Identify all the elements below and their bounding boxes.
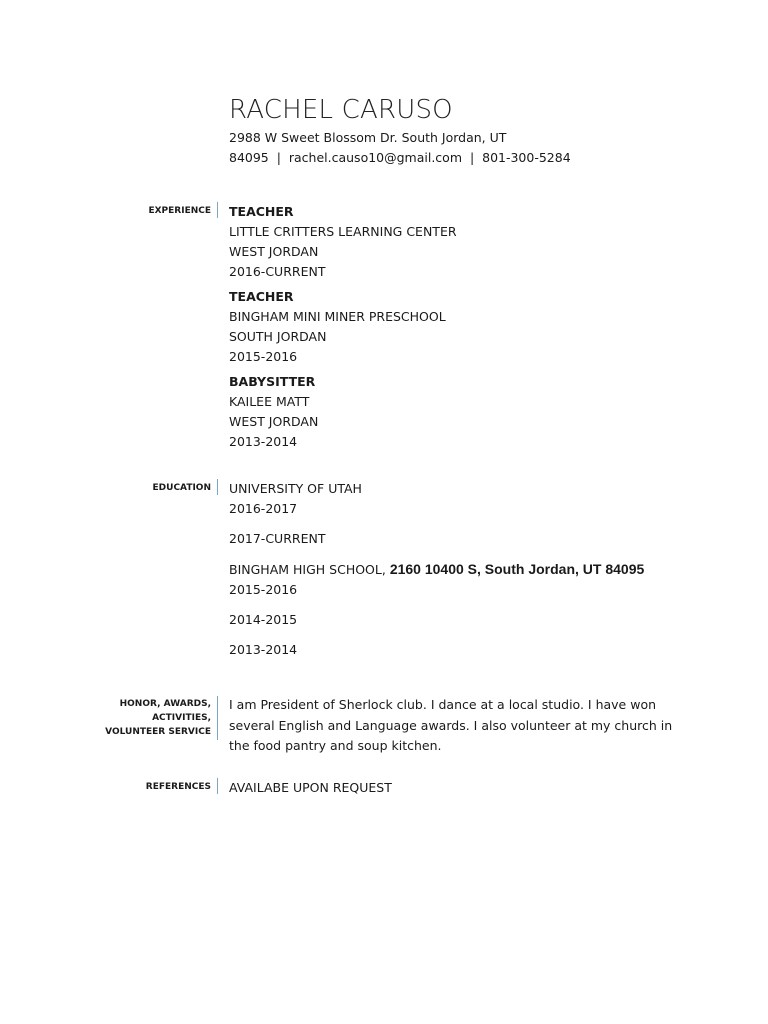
- education-label: EDUCATION: [152, 483, 211, 493]
- honors-label-line: VOLUNTEER SERVICE: [105, 727, 211, 737]
- experience-divider: [217, 202, 218, 218]
- job-location: WEST JORDAN: [229, 414, 319, 429]
- contact-line: 84095 | rachel.causo10@gmail.com | 801-300-5284: [229, 150, 571, 165]
- address-line: 2988 W Sweet Blossom Dr. South Jordan, UT: [229, 130, 507, 145]
- education-section: [229, 479, 699, 670]
- education-divider: [217, 479, 218, 495]
- job-title: BABYSITTER: [229, 374, 316, 389]
- education-years: 2017-CURRENT: [229, 531, 326, 546]
- job-dates: 2016-CURRENT: [229, 264, 326, 279]
- education-years: 2014-2015: [229, 612, 298, 627]
- job-entry: [229, 372, 699, 452]
- education-years: 2013-2014: [229, 642, 298, 657]
- resume-name: RACHEL CARUSO: [229, 95, 453, 125]
- job-employer: LITTLE CRITTERS LEARNING CENTER: [229, 224, 457, 239]
- references-label: REFERENCES: [145, 782, 211, 792]
- job-employer: BINGHAM MINI MINER PRESCHOOL: [229, 309, 446, 324]
- job-location: SOUTH JORDAN: [229, 329, 327, 344]
- job-entry: [229, 287, 699, 367]
- job-entry: [229, 202, 699, 282]
- university-name: UNIVERSITY OF UTAH: [229, 481, 362, 496]
- education-years: 2015-2016: [229, 582, 298, 597]
- honors-text: I am President of Sherlock club. I dance at a local studio. I have won several English and Language awards. I also volunteer at my church in the food pantry and soup kitchen.: [229, 697, 673, 753]
- education-years: 2016-2017: [229, 501, 298, 516]
- contact-info: [229, 128, 571, 168]
- honors-divider: [217, 696, 218, 740]
- job-title: TEACHER: [229, 204, 294, 219]
- honors-label-line: HONOR, AWARDS,: [119, 699, 211, 709]
- job-location: WEST JORDAN: [229, 244, 319, 259]
- references-divider: [217, 778, 218, 794]
- job-title: TEACHER: [229, 289, 294, 304]
- references-text: AVAILABE UPON REQUEST: [229, 780, 392, 795]
- honors-label: [0, 697, 211, 739]
- high-school-address: 2160 10400 S, South Jordan, UT 84095: [389, 561, 645, 577]
- job-employer: KAILEE MATT: [229, 394, 310, 409]
- high-school-line: [229, 559, 699, 580]
- job-dates: 2013-2014: [229, 434, 298, 449]
- high-school-name: BINGHAM HIGH SCHOOL,: [229, 562, 390, 577]
- experience-section: [229, 202, 699, 452]
- experience-label: EXPERIENCE: [148, 206, 211, 216]
- honors-label-line: ACTIVITIES,: [152, 713, 211, 723]
- job-dates: 2015-2016: [229, 349, 298, 364]
